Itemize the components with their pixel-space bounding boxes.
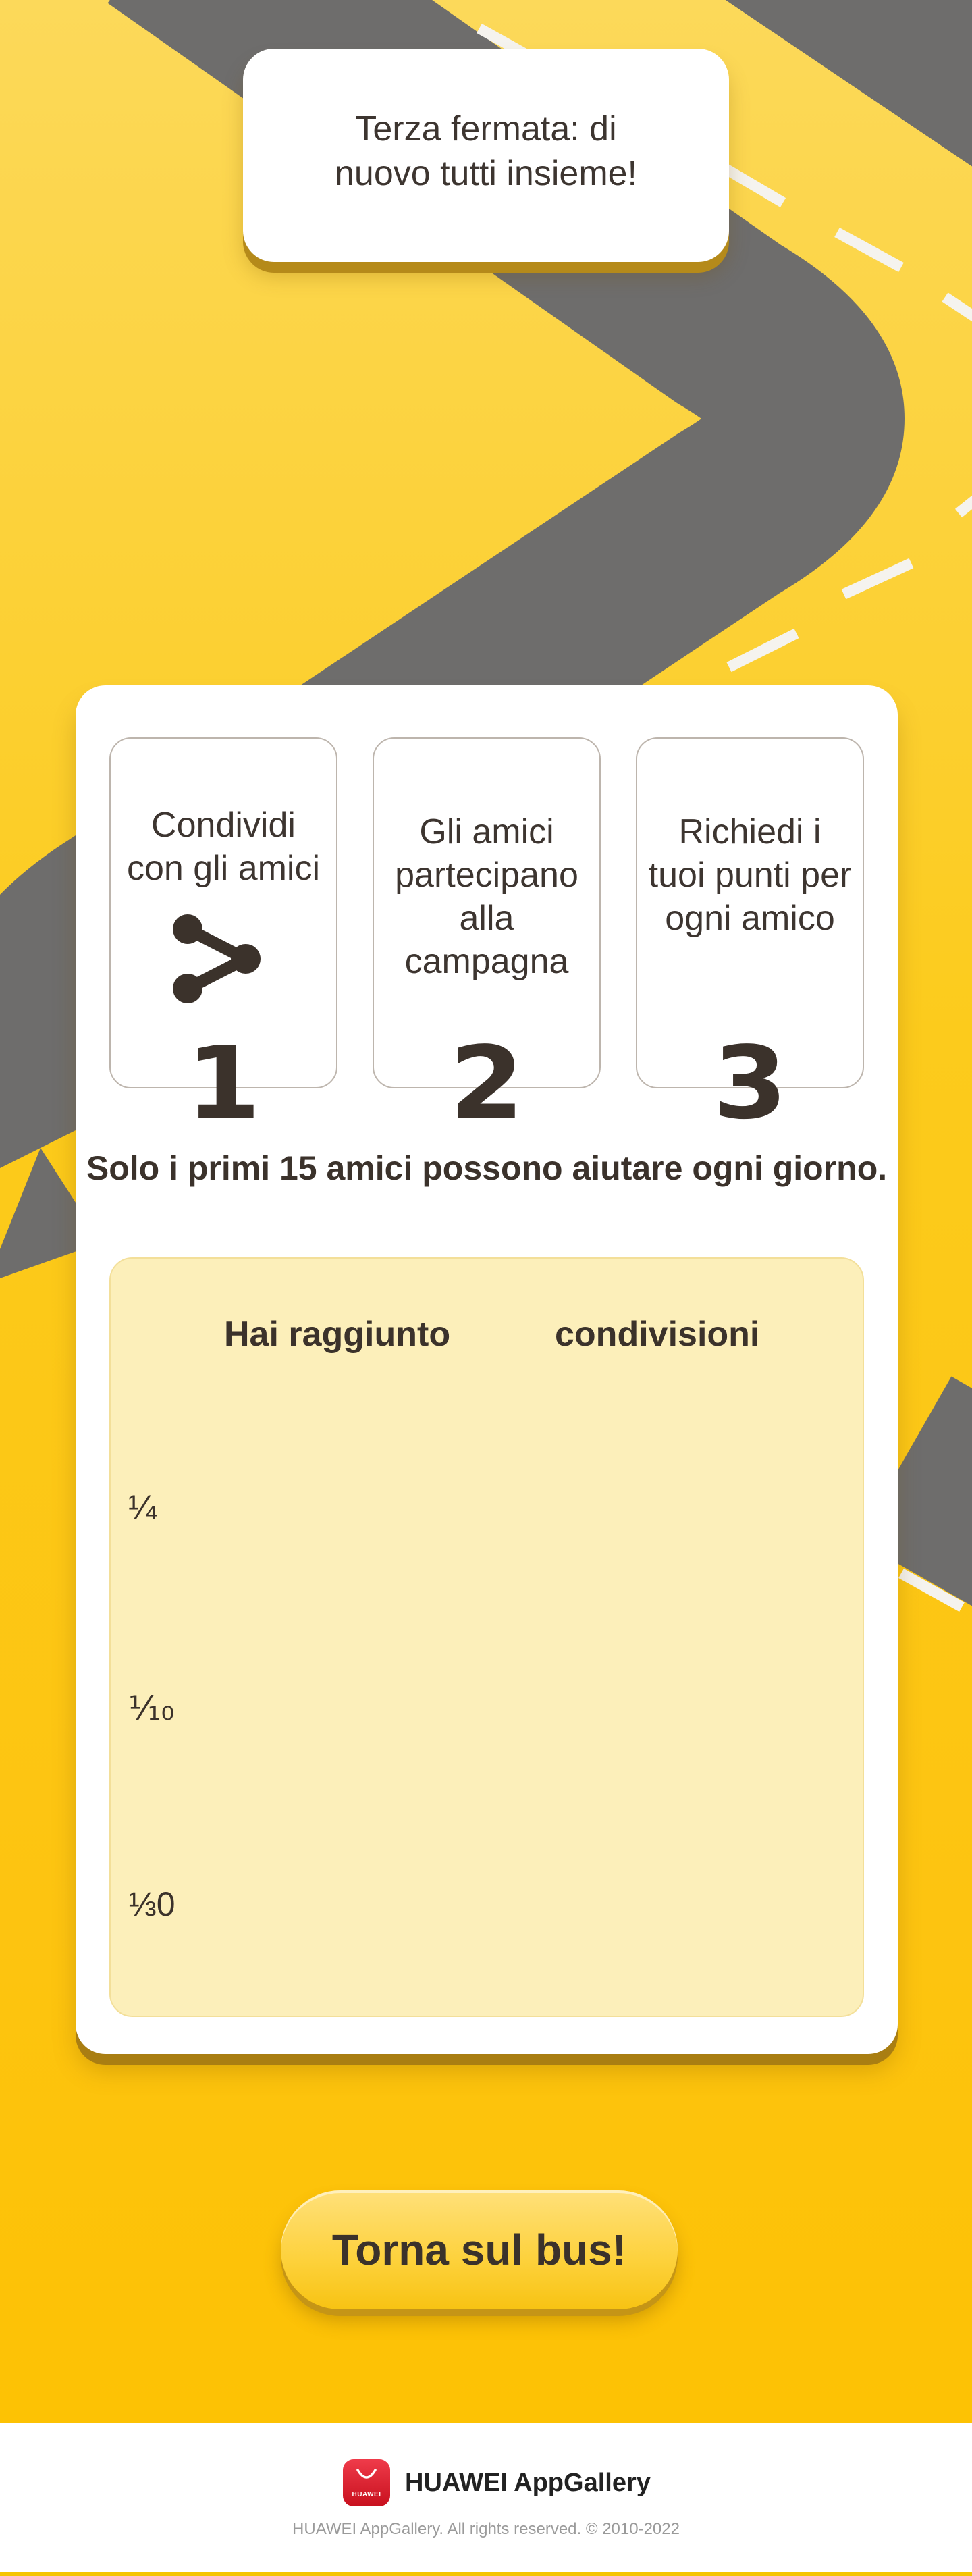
stop-message-bubble xyxy=(243,49,729,262)
step-number: 2 xyxy=(449,1025,524,1141)
progress-heading-reached: Hai raggiunto xyxy=(224,1315,451,1354)
logo-text: HUAWEI xyxy=(352,2491,381,2498)
steps-row xyxy=(109,737,864,1141)
bag-icon xyxy=(355,2467,378,2482)
step-label: Condividi con gli amici xyxy=(126,806,321,888)
progress-fraction: ¼ xyxy=(128,1488,157,1526)
steps-card xyxy=(76,685,898,2054)
huawei-appgallery-logo xyxy=(343,2459,390,2506)
daily-limit-text: Solo i primi 15 amici possono aiutare ogni giorno. xyxy=(86,1149,888,1187)
footer xyxy=(0,2423,972,2576)
step-share xyxy=(109,737,338,1141)
step-claim-points xyxy=(636,737,864,1141)
progress-fraction: ⅓0 xyxy=(128,1885,176,1923)
stop-message-text: Terza fermata: di nuovo tutti insieme! xyxy=(334,109,638,193)
step-friends-join xyxy=(373,737,601,1141)
step-label: Gli amici partecipano alla campagna xyxy=(395,812,578,981)
brand-name: HUAWEI AppGallery xyxy=(405,2469,651,2497)
progress-fraction: ⅒ xyxy=(128,1689,175,1727)
progress-heading-shares: condivisioni xyxy=(555,1315,760,1354)
step-number: 3 xyxy=(712,1025,788,1141)
back-to-bus-button[interactable]: Torna sul bus! xyxy=(281,2190,678,2309)
copyright-text: HUAWEI AppGallery. All rights reserved. © 2010-2022 xyxy=(292,2520,680,2538)
share-icon[interactable] xyxy=(170,913,265,1007)
step-label: Richiedi i tuoi punti per ogni amico xyxy=(648,812,852,938)
progress-panel xyxy=(109,1257,864,2017)
step-number: 1 xyxy=(186,1025,261,1141)
